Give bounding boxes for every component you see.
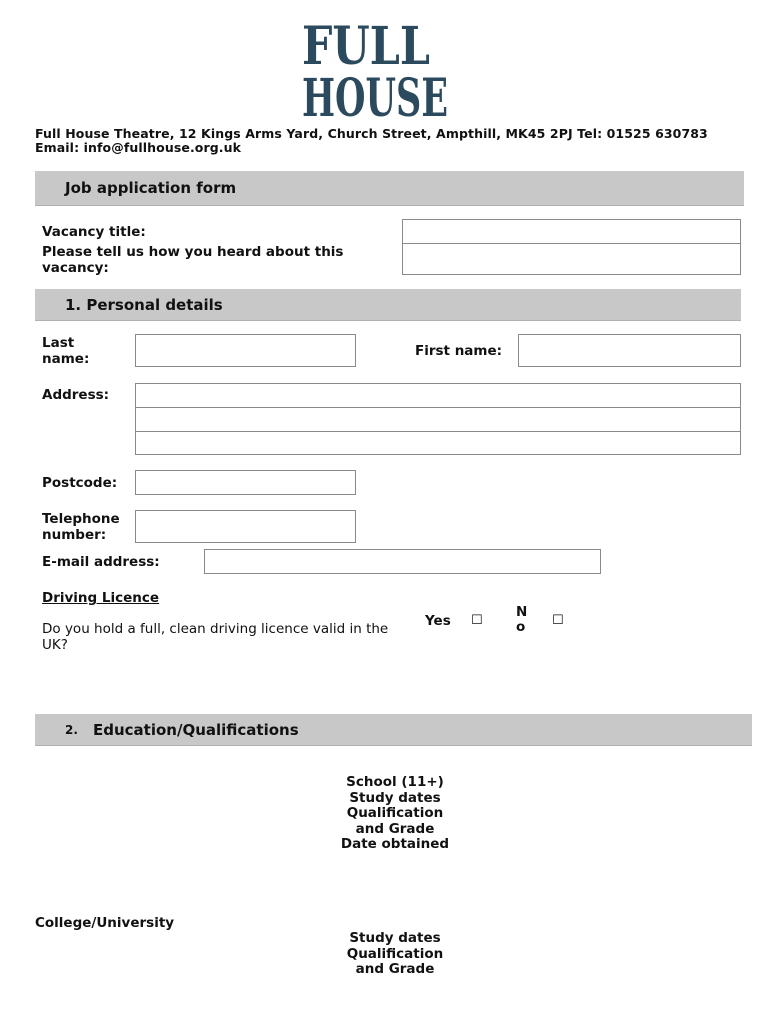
last-name-label-line2: name: <box>42 351 90 367</box>
vacancy-title-field[interactable] <box>402 219 741 244</box>
driving-question-line2: UK? <box>42 637 68 653</box>
no-checkbox[interactable]: ☐ <box>552 613 564 628</box>
telephone-label-line1: Telephone <box>42 511 120 527</box>
college-study-dates-header: Study dates <box>349 930 441 946</box>
heard-about-label-line1: Please tell us how you heard about this <box>42 244 344 260</box>
college-and-grade-header: and Grade <box>355 961 435 977</box>
college-label: College/University <box>35 915 175 931</box>
education-heading: Education/Qualifications <box>93 721 299 739</box>
first-name-label: First name: <box>415 343 503 359</box>
logo-line-1: FULL <box>302 16 430 77</box>
contact-address: Full House Theatre, 12 Kings Arms Yard, Church Street, Ampthill, MK45 2PJ Tel: 01525 630783 <box>35 126 708 141</box>
no-label-line1: N <box>516 604 528 620</box>
yes-checkbox[interactable]: ☐ <box>471 613 483 628</box>
logo-line-2: HOUSE <box>302 68 448 129</box>
telephone-label <box>42 511 120 543</box>
telephone-field[interactable] <box>135 510 356 543</box>
personal-details-bar <box>35 289 741 321</box>
address-field-line1[interactable] <box>135 383 741 408</box>
driving-question-line1: Do you hold a full, clean driving licence valid in the <box>42 621 389 637</box>
form-title: Job application form <box>65 179 237 197</box>
personal-details-heading: 1. Personal details <box>65 296 223 314</box>
school-header: School (11+) <box>346 774 444 790</box>
no-label-line2: o <box>516 619 526 635</box>
heard-about-field[interactable] <box>402 243 741 275</box>
postcode-label: Postcode: <box>42 475 118 491</box>
no-label <box>516 605 527 635</box>
vacancy-title-label: Vacancy title: <box>42 224 146 240</box>
email-label: E-mail address: <box>42 554 160 570</box>
study-dates-header: Study dates <box>349 789 441 806</box>
education-bar <box>35 714 752 746</box>
last-name-label-line1: Last <box>42 335 75 351</box>
address-label: Address: <box>42 387 110 403</box>
and-grade-header: and Grade <box>355 820 435 837</box>
driving-licence-heading: Driving Licence <box>42 590 160 606</box>
telephone-label-line2: number: <box>42 527 107 543</box>
date-obtained-header: Date obtained <box>340 836 450 852</box>
address-field-line2[interactable] <box>135 407 741 432</box>
last-name-field[interactable] <box>135 334 356 367</box>
logo-graphic <box>300 16 450 129</box>
heard-about-label-line2: vacancy: <box>42 260 109 276</box>
college-qualification-header: Qualification <box>346 945 444 962</box>
email-field[interactable] <box>204 549 601 574</box>
contact-email: Email: info@fullhouse.org.uk <box>35 140 242 155</box>
form-title-bar <box>35 171 744 206</box>
driving-licence-question <box>42 621 388 653</box>
school-column-headers <box>320 775 470 853</box>
full-house-logo <box>300 16 450 129</box>
last-name-label <box>42 335 89 367</box>
contact-block <box>35 127 708 155</box>
education-number: 2. <box>65 723 78 737</box>
address-field-line3[interactable] <box>135 431 741 455</box>
first-name-field[interactable] <box>518 334 741 367</box>
qualification-header: Qualification <box>346 805 444 821</box>
college-column-headers <box>320 931 470 978</box>
postcode-field[interactable] <box>135 470 356 495</box>
yes-label: Yes <box>425 613 451 629</box>
heard-about-label <box>42 244 343 276</box>
